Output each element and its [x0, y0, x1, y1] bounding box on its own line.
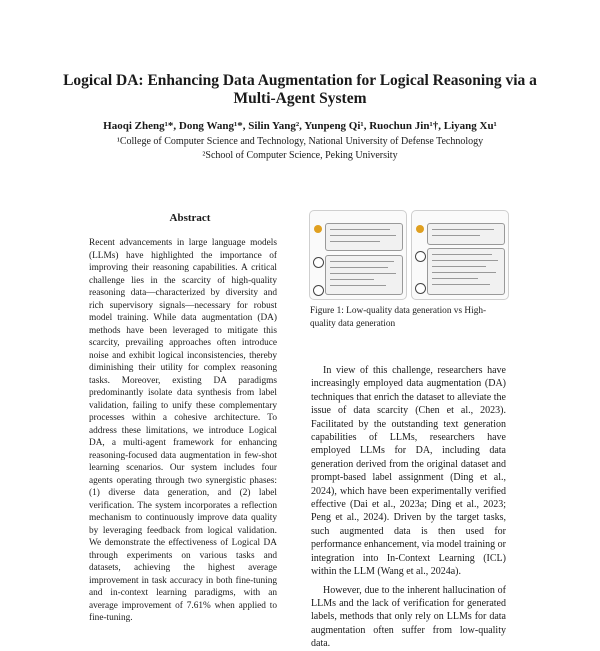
body-paragraph-2: However, due to the inherent hallucination of LLMs and the lack of verification for generated labels, methods that only rely on LLMs for data augmentation often suffer from low-quality data. [311, 584, 506, 650]
body-text [311, 364, 506, 651]
affiliation-2: ²School of Computer Science, Peking University [202, 150, 398, 161]
high-quality-panel [411, 210, 509, 300]
abstract-heading: Abstract [169, 212, 211, 224]
llm-icon [415, 251, 426, 262]
prompt-bubble [427, 223, 505, 245]
figure-caption: Figure 1: Low-quality data generation vs High-quality data generation [310, 306, 487, 329]
paper-title-line2: Multi-Agent System [233, 90, 367, 107]
author-list: Haoqi Zheng¹*, Dong Wang¹*, Silin Yang², Yunpeng Qi¹, Ruochun Jin¹†, Liyang Xu¹ [103, 120, 497, 132]
prompt-bubble [325, 223, 403, 251]
body-paragraph-1: In view of this challenge, researchers have increasingly employed data augmentation (DA) techniques that enrich the dataset to alleviate the issue of data scarcity (Chen et al., 2023). Facilitated by the outstanding text generation capabilities of LLMs, researchers have employed LLMs for DA, including data generation derived from the original dataset and prompt-based label assignment (Ding et al., 2024), which have been experimentally verified effective (Dai et al., 2023a; Ding et al., 2023; Peng et al., 2024). Driven by the target tasks, such augmented data is then used for performance enhancement, via model training or integration into In-Context Learning (ICL) within the LLM (Wang et al., 2024a). [311, 365, 506, 578]
abstract-text: Recent advancements in large language models (LLMs) have highlighted the importance of improving their reasoning capabilities. A critical challenge lies in the scarcity of high-quality reasoning data—characterized by diversity and rich supervisory signals—necessary for robust model training. While data augmentation (DA) methods have been leveraged to mitigate this scarcity, prevailing approaches often introduce noise and exhibit logical inconsistencies, thereby diminishing their utility for complex reasoning tasks. Moreover, existing DA paradigms predominantly isolate data synthesis from label validation, failing to unify these complementary processes within a cohesive architecture. To address these limitations, we introduce Logical DA, a multi-agent framework for enhancing reasoning-focused data augmentation in few-shot learning scenarios. Our system includes four agents operating through two synergistic phases: (1) diverse data generation, and (2) label verification. The system incorporates a reflection mechanism to continuously improve data quality by leveraging feedback from logical validation. We demonstrate the effectiveness of Logical DA through experiments on various tasks and datasets, achieving the highest average improvement in task accuracy in both fine-tuning and in-context learning paradigms, with an average improvement of 7.61% when applied to fine-tuning. [89, 238, 277, 623]
llm-icon [313, 257, 324, 268]
llm-icon [313, 285, 324, 296]
user-icon [416, 225, 424, 233]
llm-icon [415, 283, 426, 294]
figure-1 [309, 210, 507, 298]
user-icon [314, 225, 322, 233]
paper-title-line1: Logical DA: Enhancing Data Augmentation for Logical Reasoning via a [63, 72, 537, 89]
affiliation-1: ¹College of Computer Science and Technology, National University of Defense Technology [116, 136, 484, 147]
low-quality-panel [309, 210, 407, 300]
